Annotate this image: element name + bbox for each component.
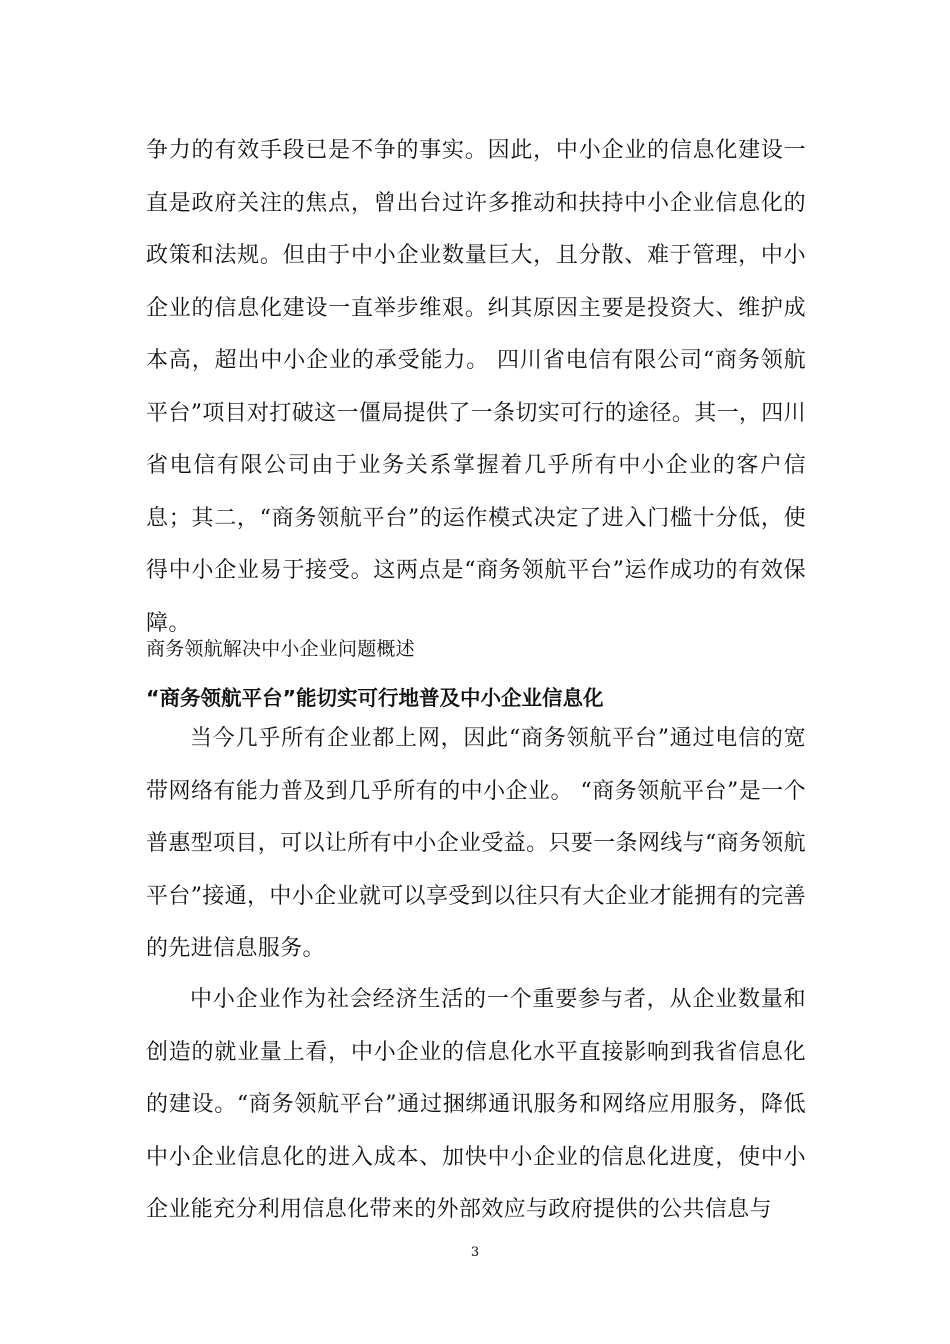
body-paragraph-1: 争力的有效手段已是不争的事实。因此，中小企业的信息化建设一直是政府关注的焦点，曾出台过许多推动和扶持中小企业信息化的政策和法规。但由于中小企业数量巨大，且分散、难于管理，中小企业的信息化建设一直举步维艰。纠其原因主要是投资大、维护成本高，超出中小企业的承受能力。 四川省电信有限公司“商务领航平台”项目对打破这一僵局提供了一条切实可行的途径。其一，四川省电信有限公司由于业务关系掌握着几乎所有中小企业的客户信息；其二，“商务领航平台”的运作模式决定了进入门槛十分低，使得中小企业易于接受。这两点是“商务领航平台”运作成功的有效保障。 <box>146 138 806 636</box>
body-paragraph-2: 当今几乎所有企业都上网，因此“商务领航平台”通过电信的宽带网络有能力普及到几乎所有的中小企业。 “商务领航平台”是一个普惠型项目，可以让所有中小企业受益。只要一条网线与“商务领航平台”接通，中小企业就可以享受到以往只有大企业才能拥有的完善的先进信息服务。 <box>146 726 806 961</box>
section-heading: “商务领航平台”能切实可行地普及中小企业信息化 <box>146 686 604 710</box>
page-number: 3 <box>470 1245 480 1260</box>
section-subheading: 商务领航解决中小企业问题概述 <box>146 638 415 660</box>
body-paragraph-3: 中小企业作为社会经济生活的一个重要参与者，从企业数量和创造的就业量上看，中小企业的信息化水平直接影响到我省信息化的建设。“商务领航平台”通过捆绑通讯服务和网络应用服务，降低中小企业信息化的进入成本、加快中小企业的信息化进度，使中小企业能充分利用信息化带来的外部效应与政府提供的公共信息与 <box>146 987 806 1222</box>
